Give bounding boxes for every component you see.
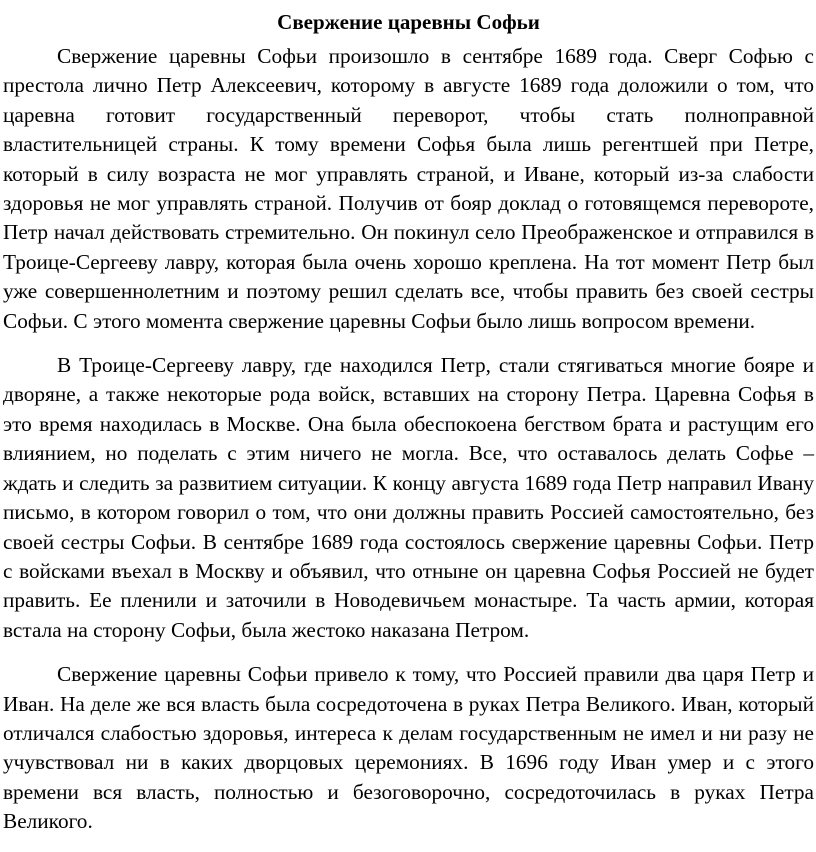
- paragraph: Свержение царевны Софьи привело к тому, что Россией правили два царя Петр и Иван. На деле же вся власть была сосредоточена в руках Петра Великого. Иван, который отличался слабостью здоровья, интереса к делам государственным не имел и ни разу не учувствовал ни в каких дворцовых церемониях. В 1696 году Иван умер и с этого времени вся власть, полностью и безоговорочно, сосредоточилась в руках Петра Великого.: [3, 662, 814, 834]
- paragraph: Свержение царевны Софьи произошло в сентябре 1689 года. Сверг Софью с престола лично Петр Алексеевич, которому в августе 1689 года доложили о том, что царевна готовит государственный переворот, чтобы стать полноправной властительницей страны. К тому времени Софья была лишь регентшей при Петре, который в силу возраста не мог управлять страной, и Иване, который из-за слабости здоровья не мог управлять страной. Получив от бояр доклад о готовящемся перевороте, Петр начал действовать стремительно. Он покинул село Преображенское и отправился в Троице-Сергееву лавру, которая была очень хорошо креплена. На тот момент Петр был уже совершеннолетним и поэтому решил сделать все, чтобы править без своей сестры Софьи. С этого момента свержение царевны Софьи было лишь вопросом времени.: [3, 44, 814, 333]
- document-title: Свержение царевны Софьи: [277, 10, 540, 34]
- paragraph: В Троице-Сергееву лавру, где находился Петр, стали стягиваться многие бояре и дворяне, а также некоторые рода войск, вставших на сторону Петра. Царевна Софья в это время находилась в Москве. Она была обеспокоена бегством брата и растущим его влиянием, но поделать с этим ничего не могла. Все, что оставалось делать Софье – ждать и следить за развитием ситуации. К концу августа 1689 года Петр направил Ивану письмо, в котором говорил о том, что они должны править Россией самостоятельно, без своей сестры Софьи. В сентябре 1689 года состоялось свержение царевны Софьи. Петр с войсками въехал в Москву и объявил, что отныне он царевна Софья Россией не будет править. Ее пленили и заточили в Новодевичьем монастыре. Та часть армии, которая встала на сторону Софьи, была жестоко наказана Петром.: [3, 353, 814, 642]
